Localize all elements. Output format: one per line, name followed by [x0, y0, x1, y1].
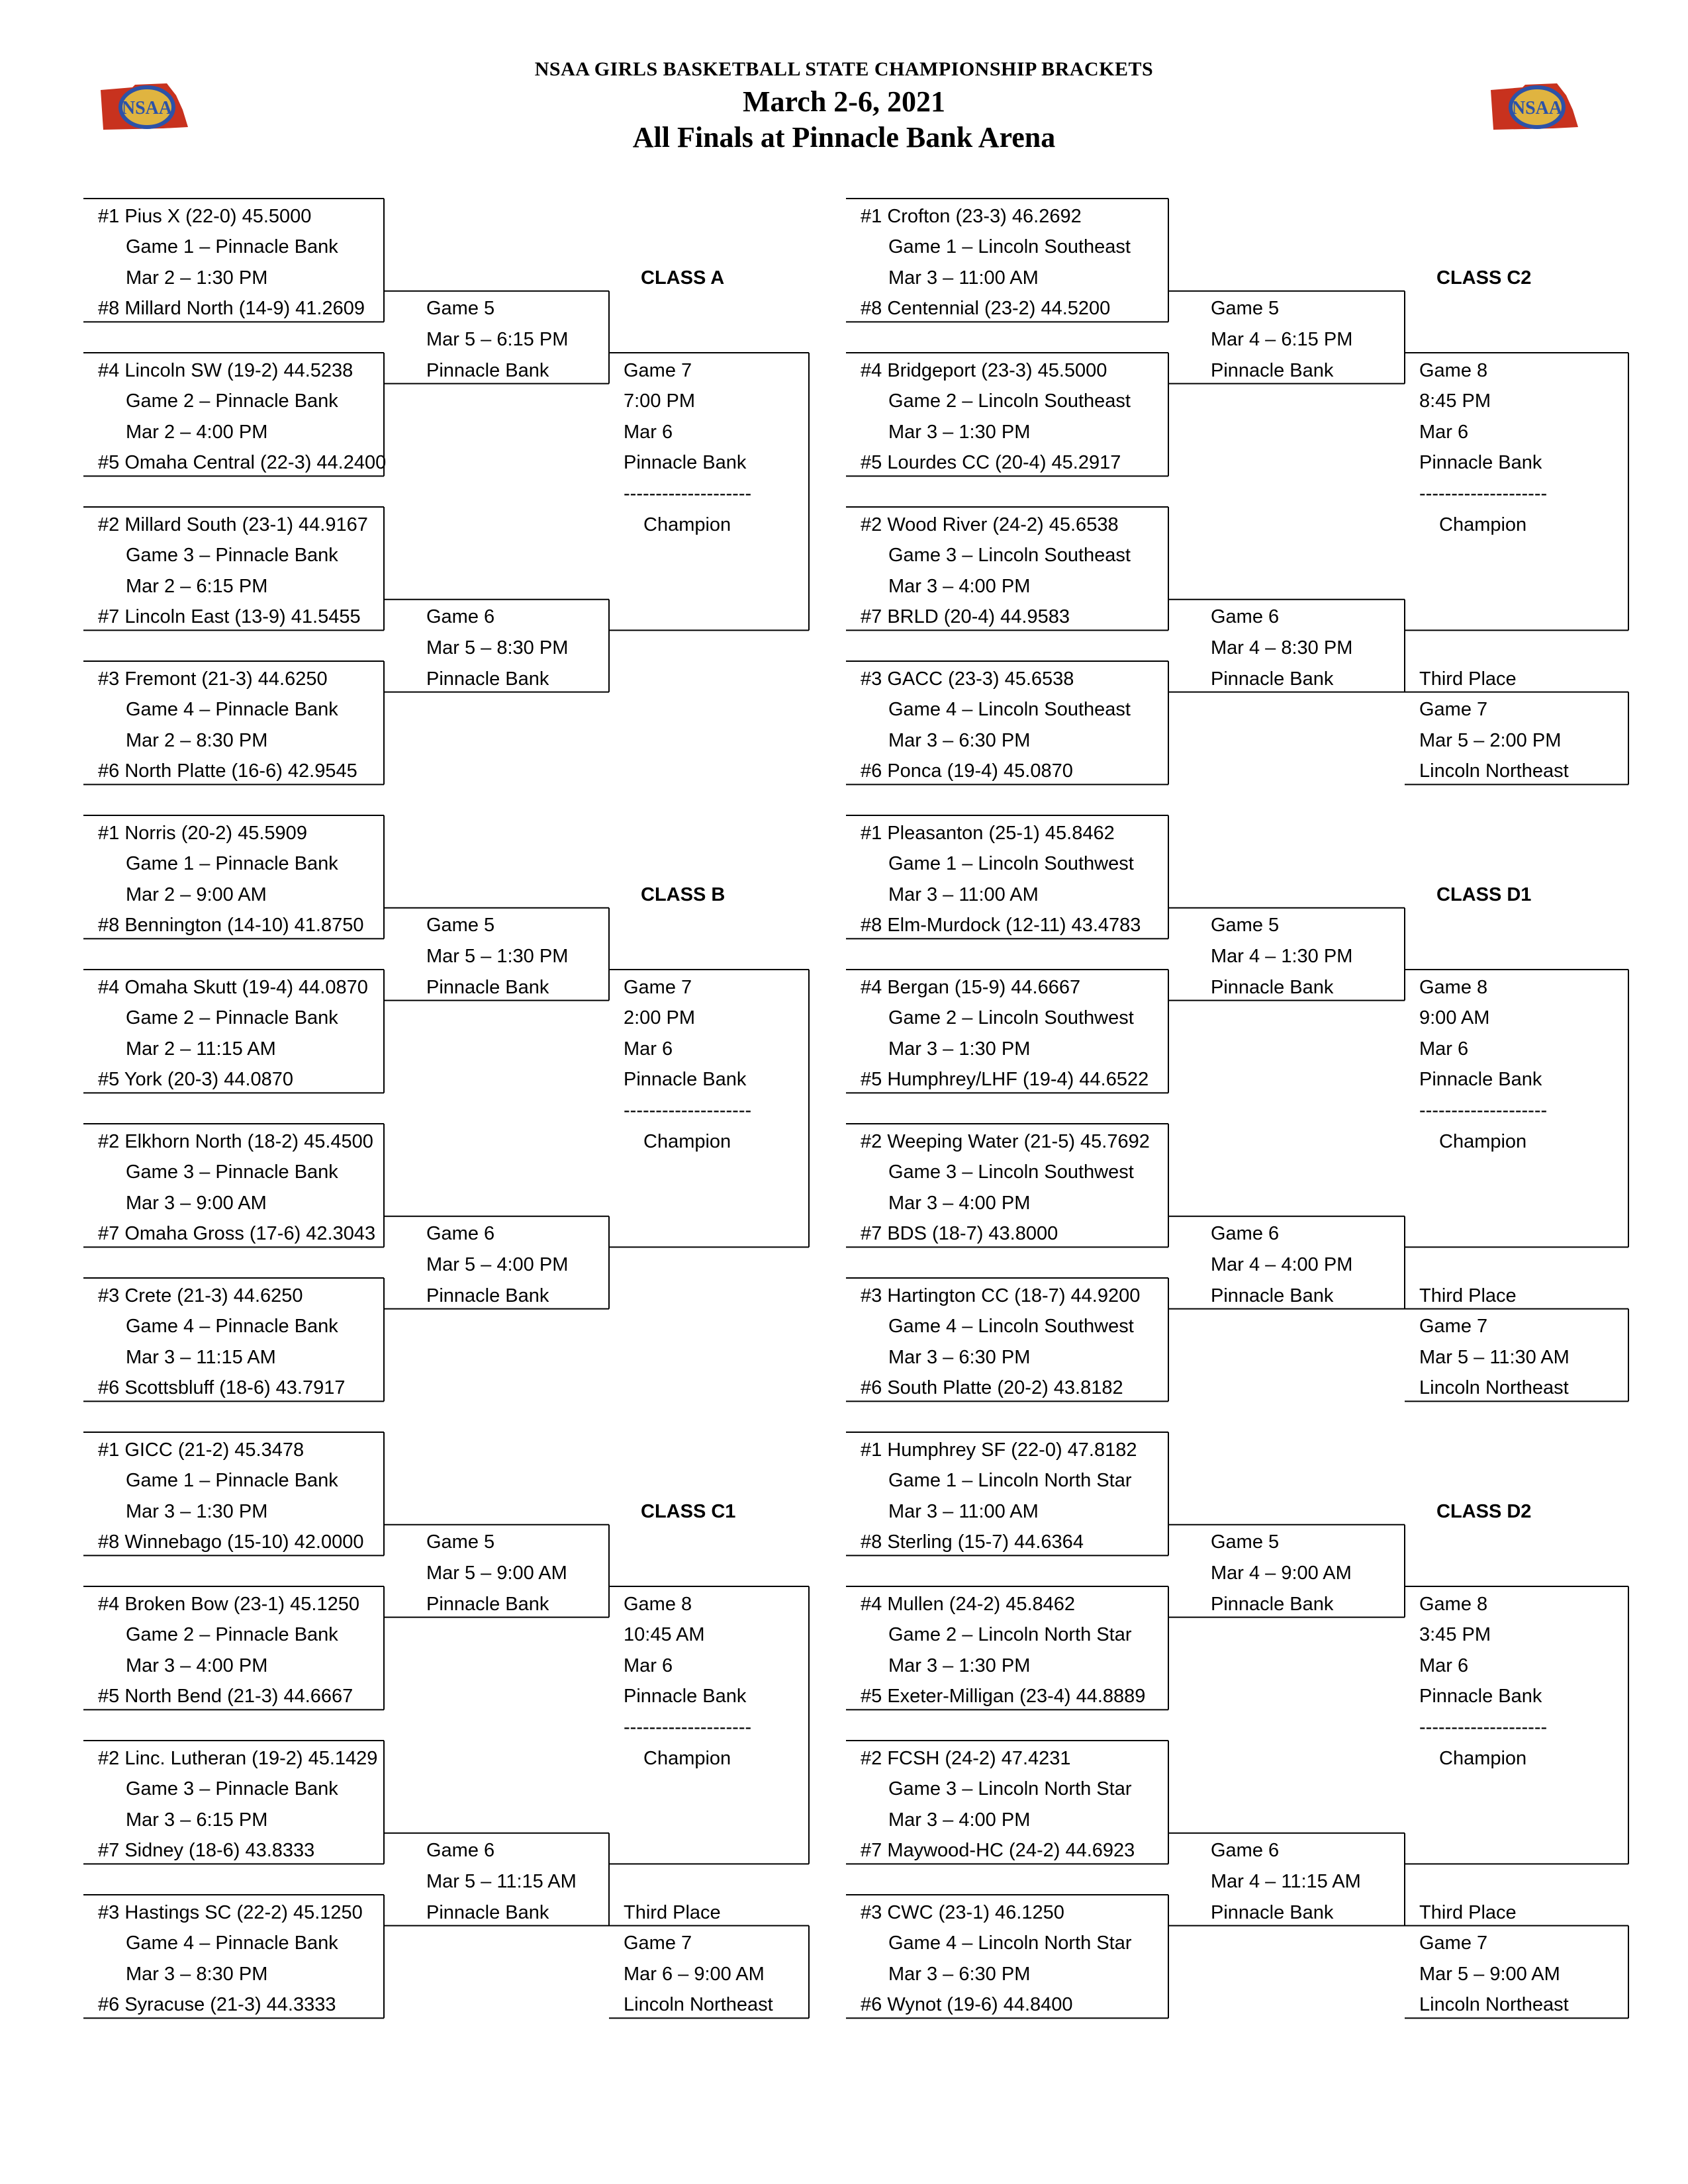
champion-line: --------------------: [1419, 1100, 1548, 1121]
team-seed: #5 York (20-3) 44.0870: [98, 1069, 294, 1091]
final-date: Mar 6: [1419, 421, 1469, 443]
third-place-time: Mar 5 – 11:30 AM: [1419, 1346, 1570, 1368]
final-site: Pinnacle Bank: [1419, 452, 1542, 474]
team-seed: #1 GICC (21-2) 45.3478: [98, 1439, 305, 1461]
third-place-label: Third Place: [1419, 1285, 1517, 1306]
team-seed: #7 Sidney (18-6) 43.8333: [98, 1840, 315, 1862]
final-site: Pinnacle Bank: [624, 1069, 747, 1091]
game-time: Mar 3 – 1:30 PM: [888, 1038, 1031, 1060]
semifinal-site: Pinnacle Bank: [426, 976, 549, 998]
champion-line: --------------------: [1419, 483, 1548, 504]
semifinal-site: Pinnacle Bank: [426, 1901, 549, 1923]
team-seed: #5 Exeter-Milligan (23-4) 44.8889: [861, 1686, 1146, 1707]
team-seed: #3 CWC (23-1) 46.1250: [861, 1901, 1064, 1923]
final-time: 9:00 AM: [1419, 1007, 1490, 1029]
semifinal-game: Game 5: [426, 1531, 495, 1553]
game-info: Game 1 – Lincoln Southwest: [888, 853, 1134, 875]
semifinal-site: Pinnacle Bank: [1211, 668, 1334, 690]
semifinal-time: Mar 4 – 4:00 PM: [1211, 1254, 1353, 1275]
semifinal-game: Game 6: [426, 1840, 495, 1862]
final-time: 8:45 PM: [1419, 390, 1491, 412]
semifinal-site: Pinnacle Bank: [1211, 359, 1334, 381]
team-seed: #7 Lincoln East (13-9) 41.5455: [98, 606, 361, 628]
team-seed: #4 Broken Bow (23-1) 45.1250: [98, 1593, 359, 1615]
team-seed: #8 Elm-Murdock (12-11) 43.4783: [861, 915, 1141, 936]
game-info: Game 2 – Pinnacle Bank: [126, 390, 338, 412]
class-label: CLASS C1: [641, 1500, 736, 1522]
third-place-label: Third Place: [1419, 668, 1517, 690]
final-site: Pinnacle Bank: [1419, 1069, 1542, 1091]
team-seed: #2 FCSH (24-2) 47.4231: [861, 1747, 1071, 1769]
game-time: Mar 3 – 4:00 PM: [888, 575, 1031, 597]
header-title: NSAA GIRLS BASKETBALL STATE CHAMPIONSHIP BRACKETS: [534, 58, 1154, 80]
third-place-game: Game 7: [624, 1933, 692, 1954]
final-site: Pinnacle Bank: [1419, 1686, 1542, 1707]
team-seed: #4 Omaha Skutt (19-4) 44.0870: [98, 976, 368, 998]
final-game: Game 7: [624, 976, 692, 998]
semifinal-game: Game 5: [426, 915, 495, 936]
team-seed: #6 North Platte (16-6) 42.9545: [98, 760, 357, 782]
team-seed: #2 Linc. Lutheran (19-2) 45.1429: [98, 1747, 378, 1769]
team-seed: #2 Weeping Water (21-5) 45.7692: [861, 1130, 1150, 1152]
third-place-label: Third Place: [1419, 1901, 1517, 1923]
game-time: Mar 3 – 4:00 PM: [888, 1809, 1031, 1831]
game-info: Game 2 – Pinnacle Bank: [126, 1624, 338, 1646]
team-seed: #3 Hastings SC (22-2) 45.1250: [98, 1901, 363, 1923]
team-seed: #7 BRLD (20-4) 44.9583: [861, 606, 1070, 628]
team-seed: #4 Bergan (15-9) 44.6667: [861, 976, 1081, 998]
semifinal-site: Pinnacle Bank: [426, 668, 549, 690]
game-info: Game 2 – Lincoln Southeast: [888, 390, 1131, 412]
game-info: Game 1 – Lincoln Southeast: [888, 236, 1131, 258]
semifinal-game: Game 6: [426, 1223, 495, 1245]
game-info: Game 3 – Pinnacle Bank: [126, 545, 338, 567]
game-time: Mar 3 – 11:00 AM: [888, 267, 1039, 289]
team-seed: #6 Scottsbluff (18-6) 43.7917: [98, 1377, 346, 1399]
game-info: Game 3 – Lincoln North Star: [888, 1778, 1132, 1800]
game-info: Game 4 – Lincoln Southwest: [888, 1316, 1134, 1338]
class-label: CLASS D2: [1436, 1500, 1532, 1522]
champion-line: --------------------: [624, 1717, 752, 1738]
final-time: 3:45 PM: [1419, 1624, 1491, 1646]
game-time: Mar 3 – 6:30 PM: [888, 1963, 1031, 1985]
team-seed: #2 Wood River (24-2) 45.6538: [861, 514, 1119, 535]
semifinal-game: Game 6: [1211, 1840, 1280, 1862]
game-info: Game 4 – Pinnacle Bank: [126, 1316, 338, 1338]
semifinal-game: Game 5: [1211, 915, 1280, 936]
game-time: Mar 3 – 8:30 PM: [126, 1963, 268, 1985]
final-game: Game 8: [1419, 1593, 1488, 1615]
team-seed: #1 Norris (20-2) 45.5909: [98, 822, 307, 844]
semifinal-site: Pinnacle Bank: [1211, 1901, 1334, 1923]
team-seed: #7 Omaha Gross (17-6) 42.3043: [98, 1223, 376, 1245]
game-time: Mar 2 – 11:15 AM: [126, 1038, 276, 1060]
class-label: CLASS B: [641, 884, 726, 905]
final-game: Game 8: [1419, 359, 1488, 381]
class-label: CLASS C2: [1436, 267, 1532, 289]
final-site: Pinnacle Bank: [624, 1686, 747, 1707]
final-time: 2:00 PM: [624, 1007, 695, 1029]
final-time: 10:45 AM: [624, 1624, 705, 1646]
semifinal-time: Mar 5 – 8:30 PM: [426, 637, 569, 659]
third-place-time: Mar 5 – 9:00 AM: [1419, 1963, 1560, 1985]
semifinal-time: Mar 5 – 9:00 AM: [426, 1563, 567, 1584]
third-place-game: Game 7: [1419, 1933, 1488, 1954]
game-time: Mar 3 – 6:15 PM: [126, 1809, 268, 1831]
team-seed: #8 Bennington (14-10) 41.8750: [98, 915, 364, 936]
final-game: Game 7: [624, 359, 692, 381]
header-dates: March 2-6, 2021: [743, 85, 945, 118]
final-time: 7:00 PM: [624, 390, 695, 412]
team-seed: #6 South Platte (20-2) 43.8182: [861, 1377, 1123, 1399]
game-time: Mar 3 – 1:30 PM: [126, 1500, 268, 1522]
third-place-time: Mar 5 – 2:00 PM: [1419, 729, 1562, 751]
game-info: Game 4 – Lincoln North Star: [888, 1933, 1132, 1954]
team-seed: #4 Bridgeport (23-3) 45.5000: [861, 359, 1107, 381]
team-seed: #4 Mullen (24-2) 45.8462: [861, 1593, 1076, 1615]
semifinal-site: Pinnacle Bank: [1211, 1285, 1334, 1306]
final-date: Mar 6: [624, 1655, 673, 1676]
semifinal-time: Mar 5 – 6:15 PM: [426, 329, 569, 350]
third-place-site: Lincoln Northeast: [1419, 1994, 1569, 2016]
game-info: Game 3 – Pinnacle Bank: [126, 1778, 338, 1800]
champion-label: Champion: [1439, 1747, 1527, 1769]
game-info: Game 1 – Pinnacle Bank: [126, 1470, 338, 1492]
semifinal-game: Game 5: [426, 298, 495, 320]
game-time: Mar 2 – 6:15 PM: [126, 575, 268, 597]
semifinal-site: Pinnacle Bank: [426, 1285, 549, 1306]
team-seed: #3 Hartington CC (18-7) 44.9200: [861, 1285, 1141, 1306]
team-seed: #8 Centennial (23-2) 44.5200: [861, 298, 1111, 320]
game-time: Mar 3 – 4:00 PM: [126, 1655, 268, 1676]
third-place-time: Mar 6 – 9:00 AM: [624, 1963, 765, 1985]
game-info: Game 2 – Lincoln North Star: [888, 1624, 1132, 1646]
champion-label: Champion: [643, 1747, 731, 1769]
final-date: Mar 6: [624, 421, 673, 443]
final-site: Pinnacle Bank: [624, 452, 747, 474]
team-seed: #6 Syracuse (21-3) 44.3333: [98, 1994, 336, 2016]
team-seed: #2 Elkhorn North (18-2) 45.4500: [98, 1130, 373, 1152]
champion-label: Champion: [1439, 1130, 1527, 1152]
game-info: Game 4 – Pinnacle Bank: [126, 699, 338, 721]
game-time: Mar 2 – 8:30 PM: [126, 729, 268, 751]
team-seed: #7 BDS (18-7) 43.8000: [861, 1223, 1058, 1245]
game-time: Mar 3 – 4:00 PM: [888, 1192, 1031, 1214]
team-seed: #1 Crofton (23-3) 46.2692: [861, 205, 1082, 227]
team-seed: #2 Millard South (23-1) 44.9167: [98, 514, 368, 535]
svg-text:NSAA: NSAA: [1511, 98, 1563, 118]
semifinal-game: Game 6: [1211, 606, 1280, 628]
semifinal-time: Mar 4 – 8:30 PM: [1211, 637, 1353, 659]
champion-label: Champion: [643, 514, 731, 535]
team-seed: #8 Sterling (15-7) 44.6364: [861, 1531, 1084, 1553]
team-seed: #3 GACC (23-3) 45.6538: [861, 668, 1074, 690]
third-place-label: Third Place: [624, 1901, 721, 1923]
semifinal-game: Game 5: [1211, 298, 1280, 320]
game-info: Game 3 – Pinnacle Bank: [126, 1161, 338, 1183]
game-info: Game 4 – Lincoln Southeast: [888, 699, 1131, 721]
final-game: Game 8: [1419, 976, 1488, 998]
game-info: Game 2 – Pinnacle Bank: [126, 1007, 338, 1029]
team-seed: #1 Humphrey SF (22-0) 47.8182: [861, 1439, 1137, 1461]
game-info: Game 2 – Lincoln Southwest: [888, 1007, 1134, 1029]
final-game: Game 8: [624, 1593, 692, 1615]
team-seed: #6 Wynot (19-6) 44.8400: [861, 1994, 1073, 2016]
semifinal-game: Game 6: [1211, 1223, 1280, 1245]
team-seed: #7 Maywood-HC (24-2) 44.6923: [861, 1840, 1135, 1862]
game-info: Game 1 – Pinnacle Bank: [126, 853, 338, 875]
semifinal-game: Game 6: [426, 606, 495, 628]
final-date: Mar 6: [1419, 1038, 1469, 1060]
team-seed: #1 Pleasanton (25-1) 45.8462: [861, 822, 1115, 844]
team-seed: #8 Millard North (14-9) 41.2609: [98, 298, 365, 320]
team-seed: #5 Omaha Central (22-3) 44.2400: [98, 452, 387, 474]
semifinal-game: Game 5: [1211, 1531, 1280, 1553]
champion-line: --------------------: [624, 1100, 752, 1121]
class-label: CLASS D1: [1436, 884, 1532, 905]
game-time: Mar 2 – 1:30 PM: [126, 267, 268, 289]
semifinal-time: Mar 5 – 4:00 PM: [426, 1254, 569, 1275]
game-info: Game 1 – Pinnacle Bank: [126, 236, 338, 258]
game-time: Mar 3 – 6:30 PM: [888, 1346, 1031, 1368]
semifinal-site: Pinnacle Bank: [426, 1593, 549, 1615]
game-time: Mar 3 – 11:15 AM: [126, 1346, 276, 1368]
champion-label: Champion: [1439, 514, 1527, 535]
team-seed: #3 Crete (21-3) 44.6250: [98, 1285, 303, 1306]
semifinal-time: Mar 5 – 1:30 PM: [426, 946, 569, 967]
third-place-game: Game 7: [1419, 699, 1488, 721]
team-seed: #6 Ponca (19-4) 45.0870: [861, 760, 1073, 782]
champion-line: --------------------: [624, 483, 752, 504]
game-info: Game 1 – Lincoln North Star: [888, 1470, 1132, 1492]
final-date: Mar 6: [1419, 1655, 1469, 1676]
champion-label: Champion: [643, 1130, 731, 1152]
semifinal-site: Pinnacle Bank: [1211, 1593, 1334, 1615]
champion-line: --------------------: [1419, 1717, 1548, 1738]
game-time: Mar 3 – 9:00 AM: [126, 1192, 267, 1214]
team-seed: #1 Pius X (22-0) 45.5000: [98, 205, 312, 227]
third-place-site: Lincoln Northeast: [624, 1994, 773, 2016]
third-place-site: Lincoln Northeast: [1419, 760, 1569, 782]
final-date: Mar 6: [624, 1038, 673, 1060]
game-time: Mar 3 – 1:30 PM: [888, 1655, 1031, 1676]
header-venue: All Finals at Pinnacle Bank Arena: [632, 121, 1056, 154]
semifinal-site: Pinnacle Bank: [426, 359, 549, 381]
game-time: Mar 2 – 4:00 PM: [126, 421, 268, 443]
semifinal-time: Mar 4 – 9:00 AM: [1211, 1563, 1352, 1584]
game-time: Mar 2 – 9:00 AM: [126, 884, 267, 905]
svg-text:NSAA: NSAA: [121, 98, 173, 118]
third-place-site: Lincoln Northeast: [1419, 1377, 1569, 1399]
semifinal-time: Mar 5 – 11:15 AM: [426, 1871, 577, 1892]
team-seed: #5 North Bend (21-3) 44.6667: [98, 1686, 353, 1707]
game-time: Mar 3 – 1:30 PM: [888, 421, 1031, 443]
team-seed: #8 Winnebago (15-10) 42.0000: [98, 1531, 364, 1553]
team-seed: #4 Lincoln SW (19-2) 44.5238: [98, 359, 353, 381]
team-seed: #3 Fremont (21-3) 44.6250: [98, 668, 328, 690]
third-place-game: Game 7: [1419, 1316, 1488, 1338]
semifinal-time: Mar 4 – 6:15 PM: [1211, 329, 1353, 350]
game-time: Mar 3 – 11:00 AM: [888, 1500, 1039, 1522]
semifinal-site: Pinnacle Bank: [1211, 976, 1334, 998]
game-time: Mar 3 – 6:30 PM: [888, 729, 1031, 751]
game-info: Game 3 – Lincoln Southwest: [888, 1161, 1134, 1183]
game-time: Mar 3 – 11:00 AM: [888, 884, 1039, 905]
game-info: Game 4 – Pinnacle Bank: [126, 1933, 338, 1954]
semifinal-time: Mar 4 – 1:30 PM: [1211, 946, 1353, 967]
class-label: CLASS A: [641, 267, 725, 289]
team-seed: #5 Humphrey/LHF (19-4) 44.6522: [861, 1069, 1149, 1091]
team-seed: #5 Lourdes CC (20-4) 45.2917: [861, 452, 1121, 474]
game-info: Game 3 – Lincoln Southeast: [888, 545, 1131, 567]
semifinal-time: Mar 4 – 11:15 AM: [1211, 1871, 1361, 1892]
